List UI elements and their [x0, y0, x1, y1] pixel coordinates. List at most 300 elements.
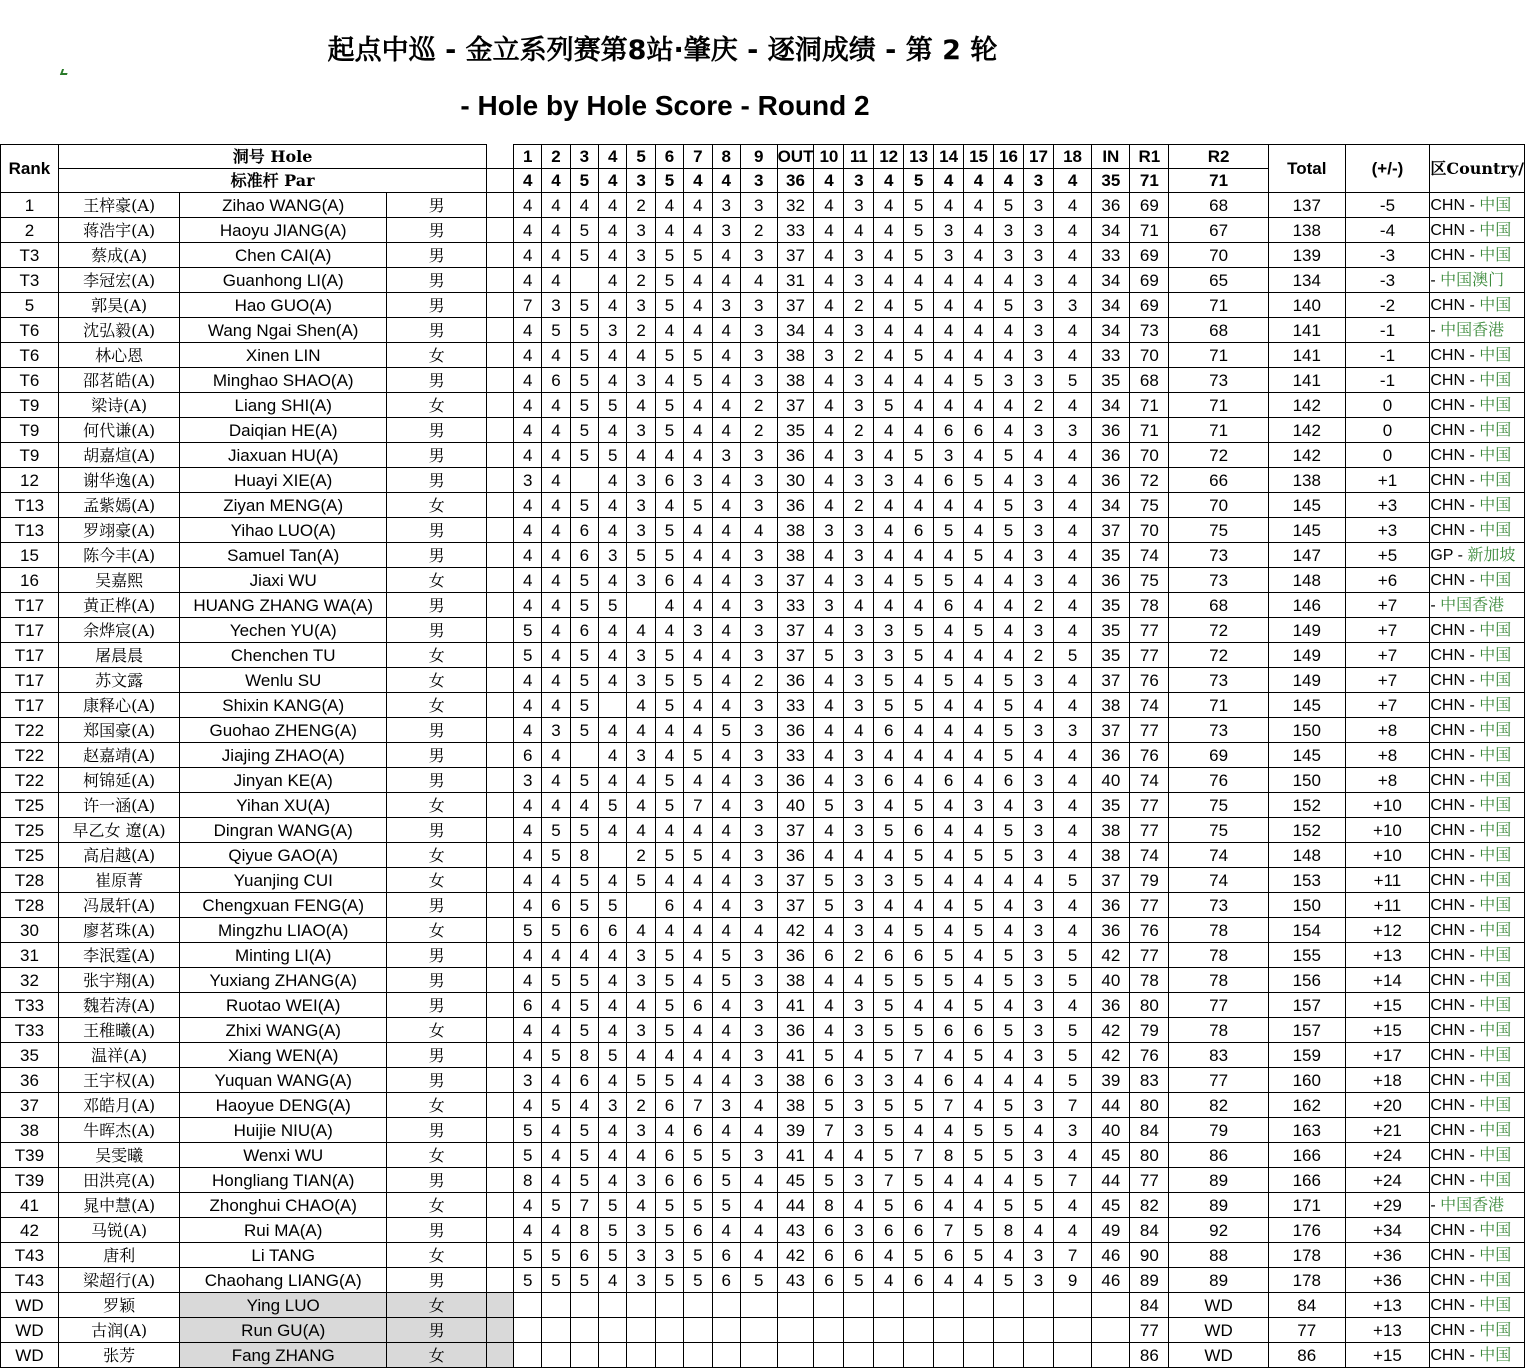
- score-cell: 38: [1092, 693, 1130, 718]
- score-cell: 3: [964, 793, 994, 818]
- score-cell: 4: [994, 893, 1024, 918]
- score-cell: 5: [994, 193, 1024, 218]
- score-cell: 4: [627, 818, 655, 843]
- score-cell: 4: [994, 1168, 1024, 1193]
- total-score: 178: [1268, 1243, 1345, 1268]
- score-cell: 4: [814, 193, 844, 218]
- score-cell: 4: [964, 518, 994, 543]
- country-code: CHN -: [1430, 1247, 1475, 1264]
- country-name: 中国: [1479, 395, 1512, 414]
- score-cell: 3: [1023, 1243, 1053, 1268]
- score-cell: 4: [684, 268, 712, 293]
- spacer-cell: [487, 393, 514, 418]
- to-par: +17: [1345, 1043, 1430, 1068]
- score-cell: [599, 843, 627, 868]
- player-name-english: Yechen YU(A): [180, 618, 387, 643]
- player-name-chinese: 王稚曦(A): [58, 1018, 179, 1043]
- score-cell: 4: [684, 318, 712, 343]
- score-cell: 3: [844, 793, 874, 818]
- score-cell: 37: [1092, 718, 1130, 743]
- hole-label-header: 洞号 Hole: [58, 145, 486, 169]
- table-row: [1, 1143, 1525, 1168]
- score-cell: 6: [814, 1068, 844, 1093]
- score-cell: 2: [740, 418, 777, 443]
- score-cell: 4: [844, 1143, 874, 1168]
- player-country: [1430, 293, 1525, 318]
- table-row: [1, 1093, 1525, 1118]
- to-par: +7: [1345, 643, 1430, 668]
- score-cell: 4: [655, 593, 683, 618]
- score-cell: 5: [874, 993, 904, 1018]
- score-cell: 4: [1053, 768, 1091, 793]
- score-cell: 4: [904, 493, 934, 518]
- player-name-english: Daiqian HE(A): [180, 418, 387, 443]
- score-cell: 5: [964, 1118, 994, 1143]
- country-code: CHN -: [1430, 372, 1475, 389]
- country-name: 中国: [1479, 1345, 1512, 1364]
- score-cell: 5: [542, 318, 570, 343]
- player-rank: 1: [1, 193, 59, 218]
- score-cell: 41: [777, 993, 814, 1018]
- player-country: [1430, 518, 1525, 543]
- score-cell: 5: [994, 1193, 1024, 1218]
- to-par: +8: [1345, 768, 1430, 793]
- player-rank: T13: [1, 518, 59, 543]
- score-cell: 5: [570, 218, 598, 243]
- score-cell: 6: [684, 1118, 712, 1143]
- total-score: 166: [1268, 1168, 1345, 1193]
- score-cell: 4: [627, 393, 655, 418]
- header-spacer: [487, 169, 514, 193]
- score-cell: 3: [627, 643, 655, 668]
- par-label-header: 标准杆 Par: [58, 169, 486, 193]
- score-cell: 7: [684, 793, 712, 818]
- score-cell: 4: [599, 268, 627, 293]
- score-cell: 7: [814, 1118, 844, 1143]
- score-cell: 8: [994, 1218, 1024, 1243]
- score-cell: 4: [740, 1243, 777, 1268]
- player-country: [1430, 1318, 1525, 1343]
- score-cell: 4: [599, 968, 627, 993]
- score-cell: 4: [1053, 893, 1091, 918]
- player-name-chinese: 余烨宸(A): [58, 618, 179, 643]
- score-cell: 4: [934, 818, 964, 843]
- spacer-cell: [487, 568, 514, 593]
- score-cell: 3: [740, 318, 777, 343]
- score-cell: 4: [964, 268, 994, 293]
- score-cell: 3: [740, 443, 777, 468]
- score-cell: 3: [740, 893, 777, 918]
- score-cell: 69: [1130, 293, 1169, 318]
- score-cell: 4: [904, 993, 934, 1018]
- table-row: [1, 668, 1525, 693]
- player-name-english: Yuquan WANG(A): [180, 1068, 387, 1093]
- score-cell: 3: [627, 518, 655, 543]
- spacer-cell: [487, 718, 514, 743]
- score-cell: 4: [934, 743, 964, 768]
- hole-number-header: 11: [844, 145, 874, 169]
- player-country: [1430, 1243, 1525, 1268]
- score-cell: 5: [964, 843, 994, 868]
- table-row: [1, 868, 1525, 893]
- score-cell: 76: [1130, 1043, 1169, 1068]
- score-cell: 4: [814, 993, 844, 1018]
- player-name-english: Jiajing ZHAO(A): [180, 743, 387, 768]
- score-cell: 5: [964, 1243, 994, 1268]
- score-cell: 5: [627, 1068, 655, 1093]
- score-cell: 5: [684, 1243, 712, 1268]
- score-cell: 8: [570, 1218, 598, 1243]
- score-cell: 40: [777, 793, 814, 818]
- score-cell: 3: [844, 1018, 874, 1043]
- score-cell: 4: [712, 418, 740, 443]
- spacer-cell: [487, 1043, 514, 1068]
- player-country: [1430, 268, 1525, 293]
- player-gender: 男: [387, 1168, 487, 1193]
- country-name: 中国: [1479, 745, 1512, 764]
- player-rank: 15: [1, 543, 59, 568]
- total-score: 141: [1268, 343, 1345, 368]
- player-name-chinese: 吴嘉熙: [58, 568, 179, 593]
- player-country: [1430, 343, 1525, 368]
- player-name-chinese: 魏若涛(A): [58, 993, 179, 1018]
- to-par: +3: [1345, 493, 1430, 518]
- player-country: [1430, 1293, 1525, 1318]
- score-cell: 3: [1023, 918, 1053, 943]
- score-cell: 4: [1053, 193, 1091, 218]
- score-cell: [627, 1343, 655, 1368]
- player-rank: T17: [1, 693, 59, 718]
- score-cell: 4: [542, 1068, 570, 1093]
- score-cell: 35: [1092, 793, 1130, 818]
- score-cell: 4: [1053, 993, 1091, 1018]
- to-par: +5: [1345, 543, 1430, 568]
- score-cell: 4: [874, 218, 904, 243]
- score-cell: [712, 1343, 740, 1368]
- player-gender: 女: [387, 643, 487, 668]
- score-cell: 3: [1023, 493, 1053, 518]
- player-rank: 41: [1, 1193, 59, 1218]
- score-cell: 4: [599, 518, 627, 543]
- score-cell: 71: [1169, 693, 1269, 718]
- score-cell: [542, 1293, 570, 1318]
- score-cell: 4: [1053, 593, 1091, 618]
- score-cell: 3: [1023, 268, 1053, 293]
- score-cell: 2: [844, 343, 874, 368]
- score-cell: 5: [627, 868, 655, 893]
- to-par: +15: [1345, 993, 1430, 1018]
- player-name-chinese: 许一涵(A): [58, 793, 179, 818]
- score-cell: 33: [777, 743, 814, 768]
- country-name: 中国: [1479, 470, 1512, 489]
- hole-number-header: 18: [1053, 145, 1091, 169]
- score-cell: 5: [599, 443, 627, 468]
- score-cell: 3: [627, 968, 655, 993]
- country-code: CHN -: [1430, 647, 1475, 664]
- score-cell: 5: [1053, 368, 1091, 393]
- spacer-cell: [487, 893, 514, 918]
- to-par: +11: [1345, 893, 1430, 918]
- score-cell: 78: [1169, 1018, 1269, 1043]
- score-cell: 4: [655, 818, 683, 843]
- player-name-chinese: 田洪亮(A): [58, 1168, 179, 1193]
- score-cell: 4: [655, 368, 683, 393]
- score-cell: 3: [514, 768, 542, 793]
- player-gender: 女: [387, 568, 487, 593]
- score-cell: 3: [712, 218, 740, 243]
- player-gender: 男: [387, 1118, 487, 1143]
- plusminus-header: (+/-): [1345, 145, 1430, 193]
- country-code: CHN -: [1430, 472, 1475, 489]
- score-cell: 45: [1092, 1143, 1130, 1168]
- player-name-english: Huijie NIU(A): [180, 1118, 387, 1143]
- spacer-cell: [487, 1218, 514, 1243]
- score-cell: 4: [994, 868, 1024, 893]
- to-par: -4: [1345, 218, 1430, 243]
- score-cell: 6: [934, 1243, 964, 1268]
- score-cell: 3: [627, 1018, 655, 1043]
- score-cell: 6: [684, 993, 712, 1018]
- player-country: [1430, 943, 1525, 968]
- country-code: CHN -: [1430, 522, 1475, 539]
- score-cell: 4: [844, 1043, 874, 1068]
- score-cell: 4: [904, 668, 934, 693]
- spacer-cell: [487, 1293, 514, 1318]
- country-code: -: [1430, 1197, 1436, 1214]
- country-code: CHN -: [1430, 422, 1475, 439]
- score-cell: 30: [777, 468, 814, 493]
- score-cell: 5: [712, 718, 740, 743]
- score-cell: [655, 1318, 683, 1343]
- score-cell: 4: [599, 343, 627, 368]
- score-cell: 4: [994, 1243, 1024, 1268]
- score-cell: 77: [1130, 618, 1169, 643]
- score-cell: 3: [1023, 193, 1053, 218]
- to-par: +10: [1345, 793, 1430, 818]
- player-name-chinese: 梁超行(A): [58, 1268, 179, 1293]
- score-cell: 37: [777, 818, 814, 843]
- score-cell: 4: [904, 893, 934, 918]
- country-name: 中国: [1479, 770, 1512, 789]
- score-cell: 4: [627, 343, 655, 368]
- country-name: 中国: [1479, 720, 1512, 739]
- score-cell: 6: [570, 1243, 598, 1268]
- score-cell: 3: [627, 568, 655, 593]
- player-rank: T3: [1, 243, 59, 268]
- score-cell: 4: [934, 543, 964, 568]
- score-cell: 3: [874, 468, 904, 493]
- player-rank: T17: [1, 593, 59, 618]
- total-score: 145: [1268, 518, 1345, 543]
- player-gender: 男: [387, 293, 487, 318]
- score-cell: 4: [1053, 343, 1091, 368]
- score-cell: 4: [655, 743, 683, 768]
- player-country: [1430, 318, 1525, 343]
- score-cell: 4: [1023, 743, 1053, 768]
- score-cell: 5: [964, 1143, 994, 1168]
- player-rank: T28: [1, 893, 59, 918]
- score-cell: 5: [684, 493, 712, 518]
- score-cell: 70: [1169, 243, 1269, 268]
- hole-number-header: 5: [627, 145, 655, 169]
- score-cell: 39: [1092, 1068, 1130, 1093]
- total-score: 138: [1268, 218, 1345, 243]
- score-cell: 4: [570, 1093, 598, 1118]
- to-par: +10: [1345, 843, 1430, 868]
- spacer-cell: [487, 793, 514, 818]
- score-cell: 4: [599, 768, 627, 793]
- score-cell: 42: [1092, 943, 1130, 968]
- score-cell: 37: [1092, 668, 1130, 693]
- table-row: [1, 643, 1525, 668]
- score-cell: 77: [1130, 718, 1169, 743]
- total-score: 84: [1268, 1293, 1345, 1318]
- score-cell: 4: [904, 1068, 934, 1093]
- score-cell: [684, 1343, 712, 1368]
- score-cell: 79: [1130, 868, 1169, 893]
- score-cell: 4: [627, 993, 655, 1018]
- country-code: CHN -: [1430, 1222, 1475, 1239]
- score-cell: 4: [712, 1118, 740, 1143]
- score-cell: [777, 1343, 814, 1368]
- player-name-chinese: 崔原菁: [58, 868, 179, 893]
- score-cell: 7: [904, 1143, 934, 1168]
- table-row: [1, 468, 1525, 493]
- score-cell: 5: [570, 768, 598, 793]
- score-cell: 6: [904, 518, 934, 543]
- player-gender: 男: [387, 468, 487, 493]
- score-cell: 4: [542, 993, 570, 1018]
- score-cell: 5: [599, 393, 627, 418]
- score-cell: 3: [814, 518, 844, 543]
- score-cell: [712, 1318, 740, 1343]
- score-cell: 3: [599, 543, 627, 568]
- to-par: -3: [1345, 243, 1430, 268]
- score-cell: 3: [1023, 768, 1053, 793]
- score-cell: 3: [1023, 418, 1053, 443]
- score-cell: 3: [684, 468, 712, 493]
- par-value-header: 4: [874, 169, 904, 193]
- score-cell: 4: [627, 1143, 655, 1168]
- score-cell: 4: [514, 593, 542, 618]
- score-cell: [627, 1318, 655, 1343]
- total-score: 140: [1268, 293, 1345, 318]
- score-cell: 4: [874, 293, 904, 318]
- score-cell: 5: [904, 568, 934, 593]
- player-name-chinese: 王梓豪(A): [58, 193, 179, 218]
- score-cell: [655, 1343, 683, 1368]
- score-cell: 5: [655, 543, 683, 568]
- score-cell: 3: [994, 243, 1024, 268]
- country-code: CHN -: [1430, 1322, 1475, 1339]
- score-cell: 4: [712, 243, 740, 268]
- score-cell: 4: [542, 243, 570, 268]
- score-cell: 4: [934, 1118, 964, 1143]
- score-cell: 5: [904, 968, 934, 993]
- score-cell: 5: [655, 518, 683, 543]
- score-cell: 4: [542, 268, 570, 293]
- score-cell: 5: [964, 543, 994, 568]
- table-row: [1, 518, 1525, 543]
- score-cell: 6: [542, 893, 570, 918]
- score-cell: 4: [904, 393, 934, 418]
- score-cell: 5: [570, 318, 598, 343]
- hole-number-header: IN: [1092, 145, 1130, 169]
- country-name: 新加坡: [1467, 545, 1516, 564]
- player-country: [1430, 918, 1525, 943]
- score-cell: 36: [1092, 468, 1130, 493]
- score-cell: 5: [994, 293, 1024, 318]
- player-name-english: Fang ZHANG: [180, 1343, 387, 1368]
- score-cell: 5: [964, 618, 994, 643]
- player-name-chinese: 罗颖: [58, 1293, 179, 1318]
- score-cell: 3: [627, 368, 655, 393]
- score-cell: 4: [964, 318, 994, 343]
- score-cell: 4: [514, 893, 542, 918]
- score-cell: 5: [655, 768, 683, 793]
- score-cell: 4: [712, 868, 740, 893]
- score-cell: 4: [934, 868, 964, 893]
- score-cell: 5: [570, 868, 598, 893]
- score-cell: 5: [994, 518, 1024, 543]
- score-cell: WD: [1169, 1318, 1269, 1343]
- score-cell: 5: [904, 868, 934, 893]
- score-cell: 68: [1169, 318, 1269, 343]
- country-name: 中国: [1479, 495, 1512, 514]
- country-name: 中国香港: [1440, 1195, 1505, 1214]
- score-cell: 37: [1092, 868, 1130, 893]
- player-country: [1430, 993, 1525, 1018]
- score-cell: 69: [1130, 193, 1169, 218]
- player-country: [1430, 893, 1525, 918]
- score-cell: 4: [542, 543, 570, 568]
- score-cell: [874, 1293, 904, 1318]
- par-value-header: 4: [514, 169, 542, 193]
- score-cell: 4: [740, 1093, 777, 1118]
- table-row: [1, 218, 1525, 243]
- total-score: 138: [1268, 468, 1345, 493]
- score-cell: 5: [964, 468, 994, 493]
- score-cell: 5: [904, 1168, 934, 1193]
- score-cell: 5: [542, 1268, 570, 1293]
- score-cell: 40: [1092, 1118, 1130, 1143]
- country-code: CHN -: [1430, 197, 1475, 214]
- score-cell: 4: [712, 518, 740, 543]
- country-name: 中国: [1479, 1095, 1512, 1114]
- score-cell: 4: [934, 793, 964, 818]
- country-name: 中国: [1479, 870, 1512, 889]
- score-cell: 4: [599, 618, 627, 643]
- country-code: CHN -: [1430, 297, 1475, 314]
- score-cell: 4: [684, 218, 712, 243]
- player-rank: T9: [1, 393, 59, 418]
- score-cell: 6: [934, 1068, 964, 1093]
- country-code: CHN -: [1430, 1272, 1475, 1289]
- total-score: 154: [1268, 918, 1345, 943]
- score-cell: 6: [570, 918, 598, 943]
- score-cell: 34: [1092, 318, 1130, 343]
- score-cell: 4: [814, 443, 844, 468]
- total-score: 149: [1268, 668, 1345, 693]
- score-cell: 3: [874, 868, 904, 893]
- score-cell: 5: [964, 993, 994, 1018]
- score-cell: [934, 1293, 964, 1318]
- score-cell: 5: [994, 1018, 1024, 1043]
- score-cell: 6: [684, 1168, 712, 1193]
- player-name-english: Hongliang TIAN(A): [180, 1168, 387, 1193]
- score-cell: 7: [934, 1093, 964, 1118]
- score-cell: [627, 1293, 655, 1318]
